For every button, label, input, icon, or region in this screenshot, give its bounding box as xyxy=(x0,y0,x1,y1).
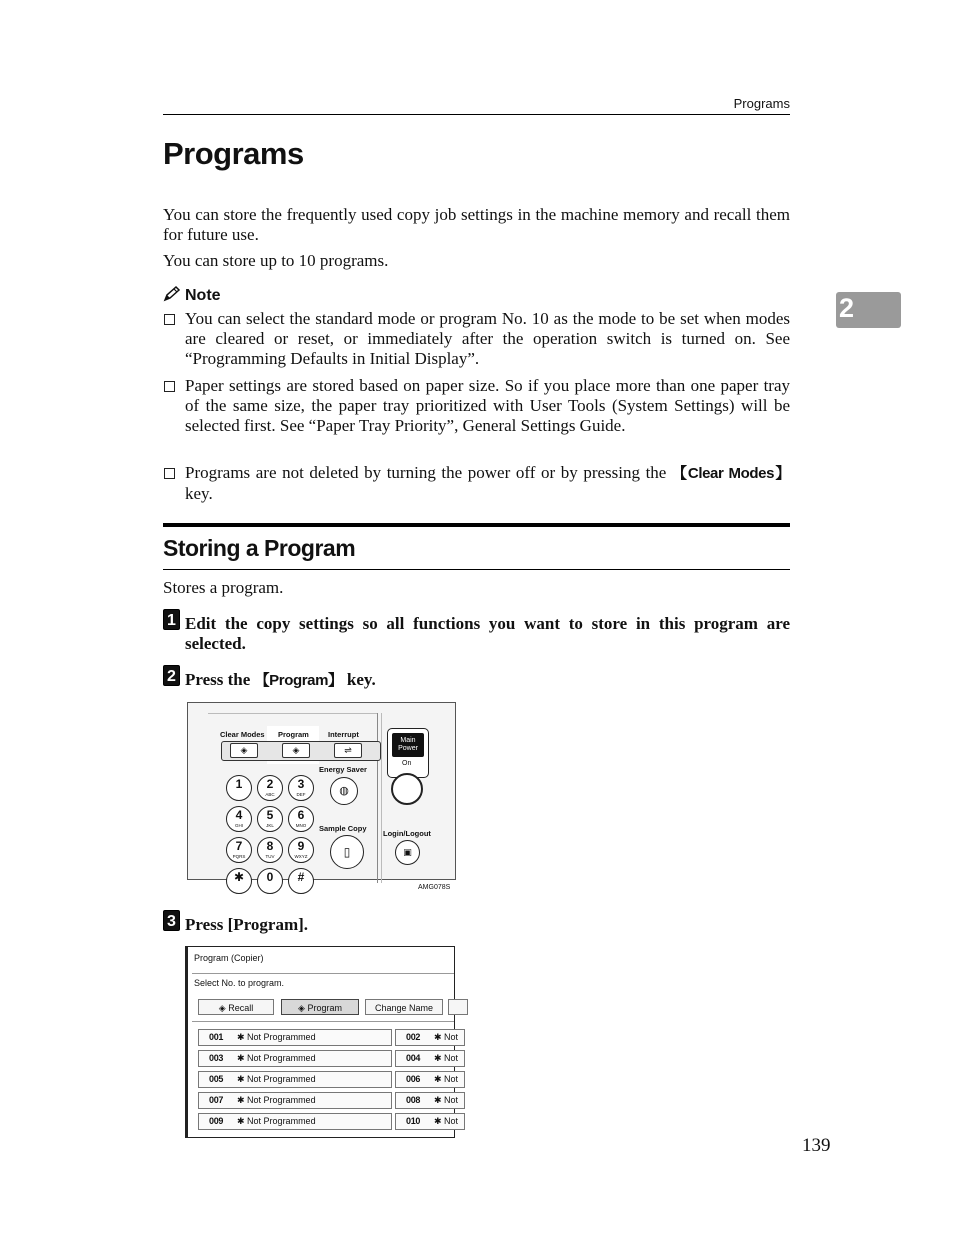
note-item xyxy=(163,309,790,369)
program-slot[interactable]: 002 ✱ Not xyxy=(395,1029,465,1046)
program-diamond-icon: ◈ xyxy=(292,745,300,755)
step-3-text: Press [Program]. xyxy=(185,915,309,934)
screen-instruction: Select No. to program. xyxy=(194,978,285,988)
interrupt-key[interactable] xyxy=(334,743,362,758)
program-slot[interactable]: 010 ✱ Not xyxy=(395,1113,465,1130)
recall-button[interactable]: ◈ Recall xyxy=(198,999,274,1015)
keypad-key[interactable]: 2 ABC xyxy=(257,775,283,801)
step-1-text: Edit the copy settings so all functions you want to store in this program are selected. xyxy=(185,614,790,653)
note-label: Note xyxy=(185,287,221,304)
sample-copy-icon: ▯ xyxy=(343,845,351,859)
interrupt-label: Interrupt xyxy=(328,730,359,739)
change-name-button[interactable]: Change Name xyxy=(365,999,443,1015)
asterisk-icon: ✱ xyxy=(237,1095,248,1105)
clear-modes-label: Clear Modes xyxy=(220,730,265,739)
section-title: Storing a Program xyxy=(163,535,356,561)
step-number-2: 2 xyxy=(163,665,180,686)
asterisk-icon: ✱ xyxy=(434,1074,445,1084)
section-rule-top xyxy=(163,523,790,527)
keypad-key[interactable]: 6 MNO xyxy=(288,806,314,832)
page-number: 139 xyxy=(802,1135,831,1156)
note-item-text: You can select the standard mode or program No. 10 as the mode to be set when modes are cleared or reset, or immediately after the operation switch is turned on. See “Programming Defaults in Initial Display”. xyxy=(185,309,790,368)
running-head: Programs xyxy=(733,96,790,111)
keypad-key[interactable]: ✱ xyxy=(226,868,252,894)
header-rule xyxy=(163,114,790,115)
login-logout-label: Login/Logout xyxy=(383,829,431,838)
asterisk-icon: ✱ xyxy=(237,1074,248,1084)
asterisk-icon: ✱ xyxy=(237,1053,248,1063)
program-slot[interactable]: 005 ✱ Not Programmed xyxy=(198,1071,392,1088)
power-button[interactable] xyxy=(391,773,423,805)
main-power-label: Main Power xyxy=(392,733,424,757)
asterisk-icon: ✱ xyxy=(434,1032,445,1042)
power-saver-icon: ◍ xyxy=(339,785,349,797)
program-slot[interactable]: 009 ✱ Not Programmed xyxy=(198,1113,392,1130)
section-lead: Stores a program. xyxy=(163,578,284,597)
intro-paragraph-2: You can store up to 10 programs. xyxy=(163,251,389,270)
keypad-key[interactable]: 7 PQRS xyxy=(226,837,252,863)
note-item xyxy=(163,463,790,504)
sample-copy-button[interactable] xyxy=(330,835,364,869)
pencil-icon xyxy=(163,286,181,302)
chapter-tab xyxy=(836,292,901,328)
asterisk-icon: ✱ xyxy=(237,1032,248,1042)
checkbox-bullet-icon xyxy=(164,381,175,392)
program-screen-figure xyxy=(185,946,459,1138)
chapter-number: 2 xyxy=(839,293,855,323)
keypad-key[interactable]: 1 xyxy=(226,775,252,801)
keypad-key[interactable]: 5 JKL xyxy=(257,806,283,832)
checkbox-bullet-icon xyxy=(164,468,175,479)
program-slot[interactable]: 001 ✱ Not Programmed xyxy=(198,1029,392,1046)
note-item-text: Paper settings are stored based on paper size. So if you place more than one paper tray of the same size, the paper tray prioritized with User Tools (System Settings) will be selected first. See “Paper Tray Priority”, General Settings Guide. xyxy=(185,376,790,435)
program-label: Program xyxy=(278,730,309,739)
program-slot[interactable]: 003 ✱ Not Programmed xyxy=(198,1050,392,1067)
note-heading xyxy=(163,286,221,305)
step-2-text: Press the 【Program】 key. xyxy=(185,670,376,689)
asterisk-icon: ✱ xyxy=(434,1095,445,1105)
program-slot[interactable]: 008 ✱ Not xyxy=(395,1092,465,1109)
key-icon: ▣ xyxy=(403,847,412,857)
keypad-key[interactable]: # xyxy=(288,868,314,894)
on-label: On xyxy=(402,760,412,767)
asterisk-icon: ✱ xyxy=(434,1053,445,1063)
keypad-key[interactable]: 0 xyxy=(257,868,283,894)
clear-modes-key-ref: 【Clear Modes】 xyxy=(671,465,791,482)
keypad-key[interactable]: 8 TUV xyxy=(257,837,283,863)
screen-title: Program (Copier) xyxy=(194,953,264,963)
interrupt-icon: ⇌ xyxy=(344,745,352,755)
clear-modes-key[interactable] xyxy=(230,743,258,758)
note-item xyxy=(163,376,790,436)
keypad-key[interactable]: 3 DEF xyxy=(288,775,314,801)
asterisk-icon: ✱ xyxy=(434,1116,445,1126)
partial-button[interactable] xyxy=(448,999,468,1015)
program-slot[interactable]: 007 ✱ Not Programmed xyxy=(198,1092,392,1109)
control-panel-figure xyxy=(187,702,456,884)
program-key-ref: 【Program】 xyxy=(254,672,343,689)
asterisk-icon: ✱ xyxy=(237,1116,248,1126)
checkbox-bullet-icon xyxy=(164,314,175,325)
energy-saver-button[interactable] xyxy=(330,777,358,805)
intro-paragraph-1: You can store the frequently used copy job settings in the machine memory and recall them for future use. xyxy=(163,205,790,244)
program-slot[interactable]: 006 ✱ Not xyxy=(395,1071,465,1088)
figure-code: AMG078S xyxy=(418,884,451,891)
sample-copy-label: Sample Copy xyxy=(319,824,367,833)
page-title: Programs xyxy=(163,136,304,171)
login-logout-button[interactable] xyxy=(395,840,420,865)
keypad-key[interactable]: 4 GHI xyxy=(226,806,252,832)
keypad-key[interactable]: 9 WXYZ xyxy=(288,837,314,863)
program-diamond-icon: ◈ xyxy=(298,1003,308,1013)
note-item-text: Programs are not deleted by turning the power off or by pressing the 【Clear Modes】 key. xyxy=(185,463,791,503)
energy-saver-label: Energy Saver xyxy=(319,765,367,774)
program-button[interactable]: ◈ Program xyxy=(281,999,359,1015)
diamond-icon: ◈ xyxy=(240,745,248,755)
section-rule-bottom xyxy=(163,569,790,570)
program-key[interactable] xyxy=(282,743,310,758)
program-slot[interactable]: 004 ✱ Not xyxy=(395,1050,465,1067)
step-number-1: 1 xyxy=(163,609,180,630)
step-number-3: 3 xyxy=(163,910,180,931)
recall-diamond-icon: ◈ xyxy=(218,1003,229,1013)
